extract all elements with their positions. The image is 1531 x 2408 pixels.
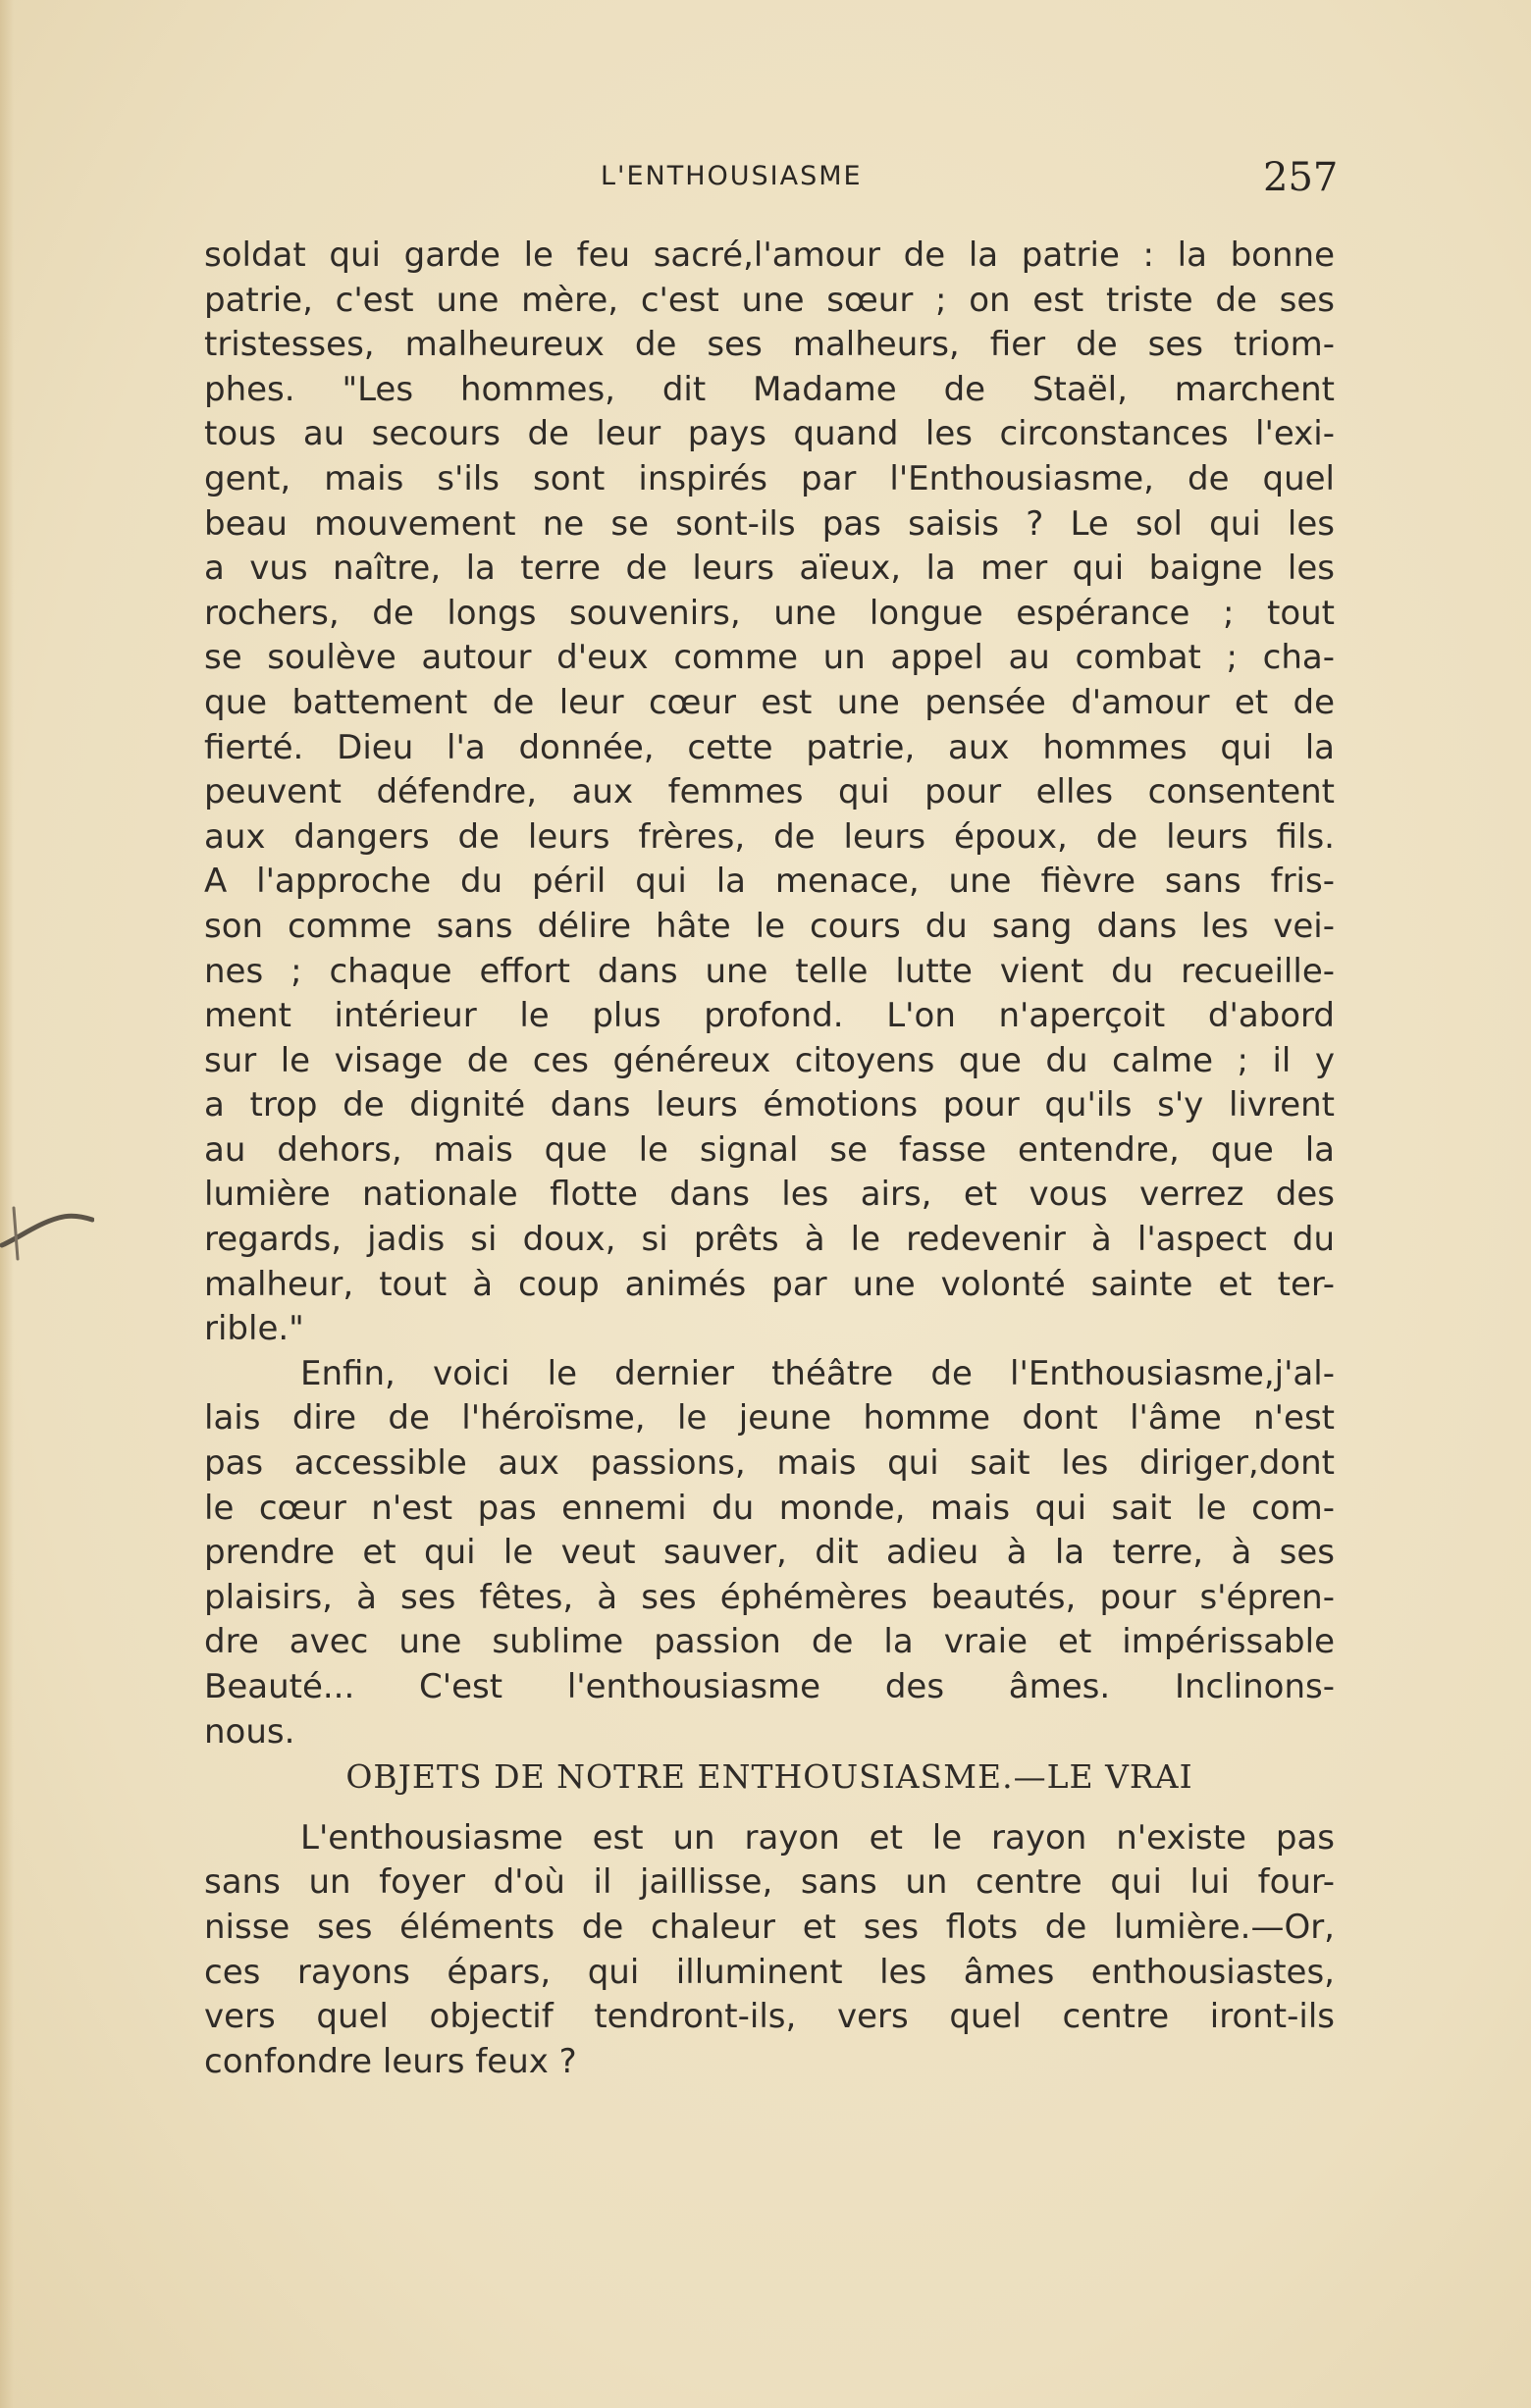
paragraph-1 xyxy=(204,234,1335,1352)
margin-pencil-mark xyxy=(0,1202,94,1261)
heading-spacer xyxy=(204,1800,1335,1816)
text-line: ment intérieur le plus profond. L'on n'aperçoit d'abord xyxy=(204,996,1335,1036)
text-line: son comme sans délire hâte le cours du sang dans les vei- xyxy=(204,906,1335,946)
section-heading: OBJETS DE NOTRE ENTHOUSIASME.—LE VRAI xyxy=(345,1757,1193,1797)
text-line: se soulève autour d'eux comme un appel au combat ; cha- xyxy=(204,638,1335,678)
text-line: lumière nationale flotte dans les airs, et vous verrez des xyxy=(204,1175,1335,1215)
text-line: A l'approche du péril qui la menace, une fièvre sans fris- xyxy=(204,862,1335,902)
text-line: Beauté... C'est l'enthousiasme des âmes. Inclinons- xyxy=(204,1667,1335,1706)
text-line: Enfin, voici le dernier théâtre de l'Enthousiasme,j'al- xyxy=(300,1353,1335,1393)
text-line: nes ; chaque effort dans une telle lutte vient du recueille- xyxy=(204,951,1335,991)
text-line: sans un foyer d'où il jaillisse, sans un centre qui lui four- xyxy=(204,1862,1335,1903)
text-line: a vus naître, la terre de leurs aïeux, la mer qui baigne les xyxy=(204,549,1335,589)
text-line: ces rayons épars, qui illuminent les âmes enthousiastes, xyxy=(204,1952,1335,1992)
page-header xyxy=(0,155,1531,204)
text-line: rible." xyxy=(204,1309,304,1349)
text-line: tous au secours de leur pays quand les circonstances l'exi- xyxy=(204,414,1335,454)
running-head: L'ENTHOUSIASME xyxy=(601,161,863,191)
text-line: plaisirs, à ses fêtes, à ses éphémères beautés, pour s'épren- xyxy=(204,1577,1335,1617)
text-line: sur le visage de ces généreux citoyens que du calme ; il y xyxy=(204,1040,1335,1080)
text-line: phes. "Les hommes, dit Madame de Staël, marchent xyxy=(204,369,1335,409)
text-line: confondre leurs feux ? xyxy=(204,2041,577,2081)
text-line: lais dire de l'héroïsme, le jeune homme dont l'âme n'est xyxy=(204,1398,1335,1439)
text-line: patrie, c'est une mère, c'est une sœur ; on est triste de ses xyxy=(204,280,1335,320)
text-line: que battement de leur cœur est une pensée d'amour et de xyxy=(204,682,1335,722)
text-line: peuvent défendre, aux femmes qui pour elles consentent xyxy=(204,772,1335,812)
text-line: nisse ses éléments de chaleur et ses flots de lumière.—Or, xyxy=(204,1907,1335,1947)
text-line: vers quel objectif tendront-ils, vers quel centre iront-ils xyxy=(204,1997,1335,2037)
text-line: soldat qui garde le feu sacré,l'amour de la patrie : la bonne xyxy=(204,236,1335,275)
text-line: L'enthousiasme est un rayon et le rayon n'existe pas xyxy=(300,1817,1335,1858)
text-line: pas accessible aux passions, mais qui sait les diriger,dont xyxy=(204,1443,1335,1484)
text-line: malheur, tout à coup animés par une volonté sainte et ter- xyxy=(204,1264,1335,1304)
paragraph-3 xyxy=(204,1816,1335,2085)
text-line: beau mouvement ne se sont-ils pas saisis ? Le sol qui les xyxy=(204,503,1335,544)
text-line: rochers, de longs souvenirs, une longue espérance ; tout xyxy=(204,593,1335,633)
paragraph-2 xyxy=(204,1352,1335,1754)
text-line: prendre et qui le veut sauver, dit adieu à la terre, à ses xyxy=(204,1533,1335,1573)
text-line: a trop de dignité dans leurs émotions pour qu'ils s'y livrent xyxy=(204,1085,1335,1125)
text-line: gent, mais s'ils sont inspirés par l'Enthousiasme, de quel xyxy=(204,458,1335,498)
body-text xyxy=(204,234,1335,2084)
text-line: regards, jadis si doux, si prêts à le redevenir à l'aspect du xyxy=(204,1220,1335,1260)
text-line: tristesses, malheureux de ses malheurs, fier de ses triom- xyxy=(204,325,1335,365)
text-line: au dehors, mais que le signal se fasse entendre, que la xyxy=(204,1129,1335,1170)
text-line: aux dangers de leurs frères, de leurs époux, de leurs fils. xyxy=(204,816,1335,857)
page-number: 257 xyxy=(1263,155,1339,200)
text-line: nous. xyxy=(204,1711,295,1752)
text-line: dre avec une sublime passion de la vraie et impérissable xyxy=(204,1622,1335,1662)
text-line: le cœur n'est pas ennemi du monde, mais qui sait le com- xyxy=(204,1488,1335,1528)
text-line: fierté. Dieu l'a donnée, cette patrie, aux hommes qui la xyxy=(204,727,1335,767)
